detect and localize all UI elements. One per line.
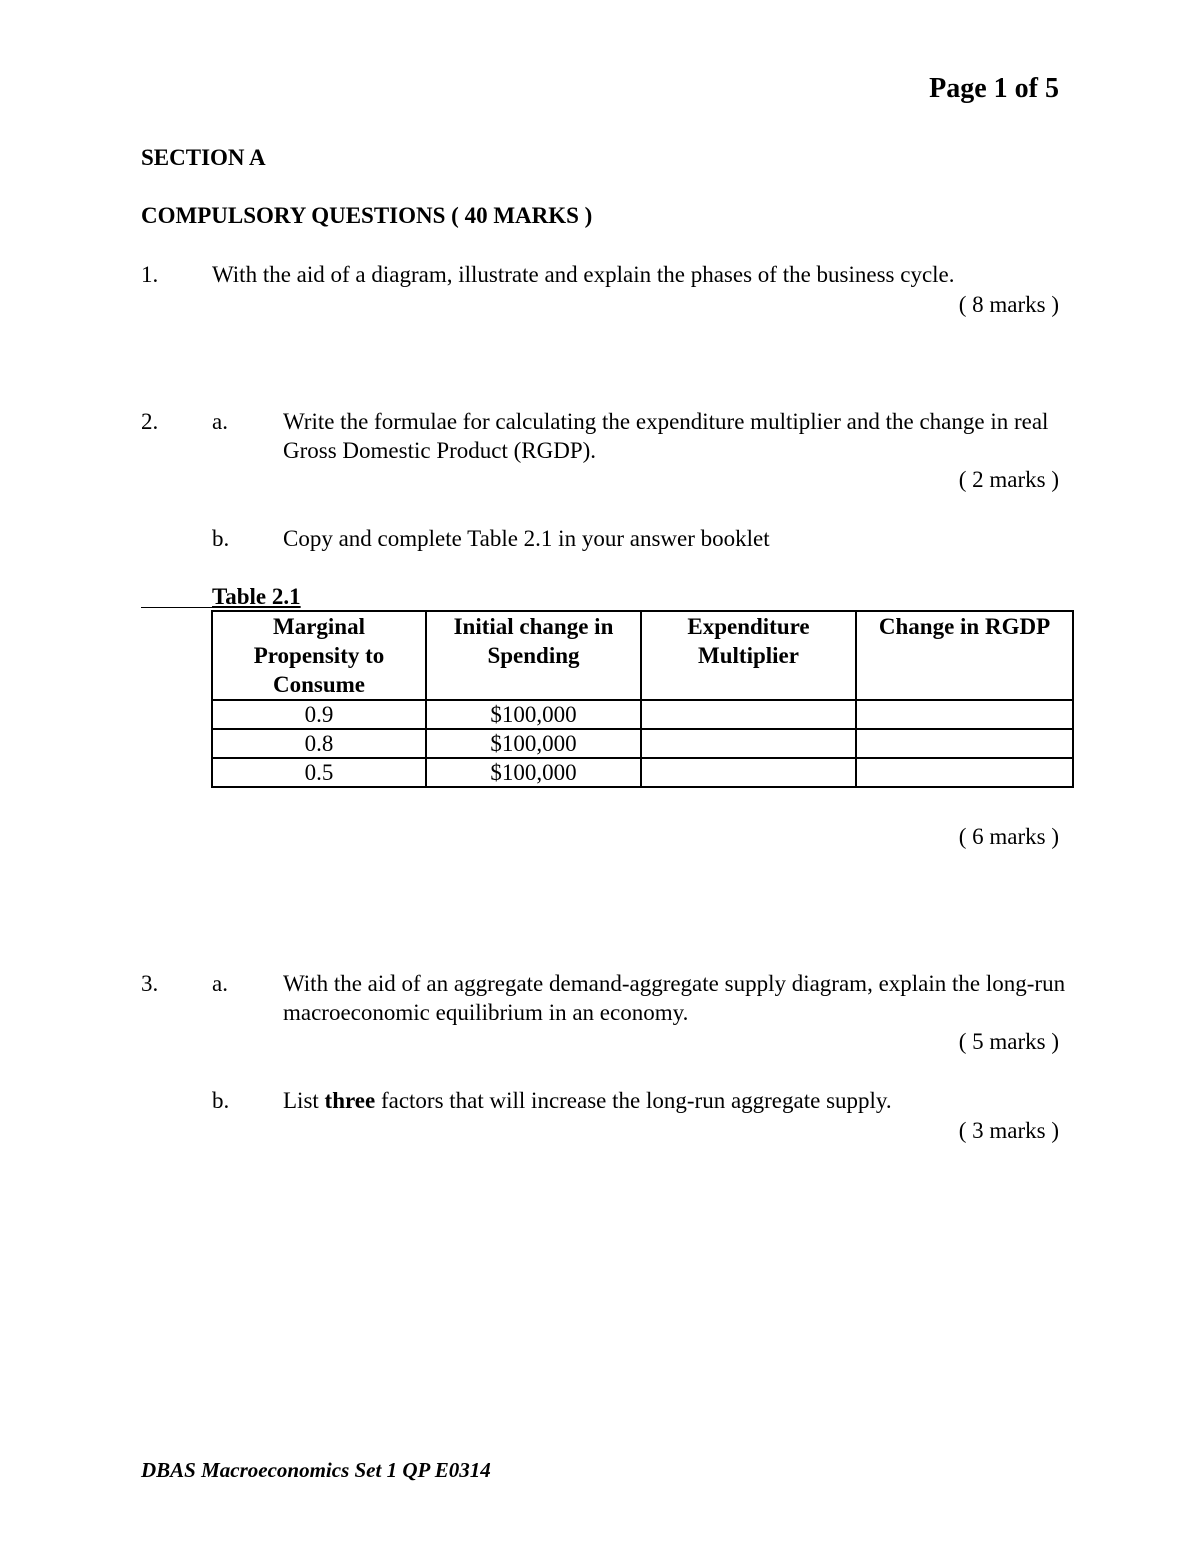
question-2b-label: b.	[212, 526, 230, 551]
footer: DBAS Macroeconomics Set 1 QP E0314	[141, 1458, 491, 1482]
question-3a-label: a.	[212, 971, 228, 996]
question-3b-emphasis: three	[324, 1088, 376, 1113]
cell-change-rgdp	[856, 758, 1073, 787]
header-expenditure-multiplier: Expenditure Multiplier	[641, 611, 856, 700]
question-1-text: With the aid of a diagram, illustrate and explain the phases of the business cycle.	[212, 262, 955, 287]
table-2-1	[211, 610, 1074, 788]
cell-expenditure-multiplier	[641, 758, 856, 787]
question-1-marks: ( 8 marks )	[958, 292, 1059, 317]
question-3a-text: With the aid of an aggregate demand-aggregate supply diagram, explain the long-run macroeconomic equilibrium in an economy.	[283, 971, 1066, 1025]
question-2b-marks: ( 6 marks )	[958, 824, 1059, 849]
question-3b-text	[283, 1086, 1073, 1115]
table-row	[212, 758, 1073, 787]
table-caption: Table 2.1	[212, 584, 301, 609]
question-2a-text: Write the formulae for calculating the expenditure multiplier and the change in real Gross Domestic Product (RGDP).	[283, 409, 1049, 463]
cell-change-rgdp	[856, 729, 1073, 758]
question-2-number: 2.	[141, 409, 159, 434]
cell-change-rgdp	[856, 700, 1073, 729]
question-3a-marks: ( 5 marks )	[958, 1029, 1059, 1054]
header-mpc: Marginal Propensity to Consume	[212, 611, 426, 700]
question-1-number: 1.	[141, 262, 159, 287]
cell-mpc: 0.5	[212, 758, 426, 787]
question-3-number: 3.	[141, 971, 159, 996]
cell-expenditure-multiplier	[641, 700, 856, 729]
question-3b-label: b.	[212, 1088, 230, 1113]
table-row	[212, 700, 1073, 729]
cell-expenditure-multiplier	[641, 729, 856, 758]
cell-initial-change: $100,000	[426, 700, 641, 729]
cell-mpc: 0.9	[212, 700, 426, 729]
question-2a-label: a.	[212, 409, 228, 434]
page-number: Page 1 of 5	[929, 73, 1059, 104]
question-3b-text-after: factors that will increase the long-run aggregate supply.	[375, 1088, 892, 1113]
section-title: SECTION A	[141, 145, 266, 170]
section-subtitle: COMPULSORY QUESTIONS ( 40 MARKS )	[141, 203, 593, 228]
cell-mpc: 0.8	[212, 729, 426, 758]
caption-rule	[141, 607, 213, 608]
table-header-row	[212, 611, 1073, 700]
cell-initial-change: $100,000	[426, 758, 641, 787]
cell-initial-change: $100,000	[426, 729, 641, 758]
table-row	[212, 729, 1073, 758]
question-2a-marks: ( 2 marks )	[958, 467, 1059, 492]
question-3b-marks: ( 3 marks )	[958, 1118, 1059, 1143]
question-2b-text: Copy and complete Table 2.1 in your answer booklet	[283, 526, 770, 551]
question-3b-text-before: List	[283, 1088, 325, 1113]
header-change-rgdp: Change in RGDP	[856, 611, 1073, 700]
header-initial-change: Initial change in Spending	[426, 611, 641, 700]
